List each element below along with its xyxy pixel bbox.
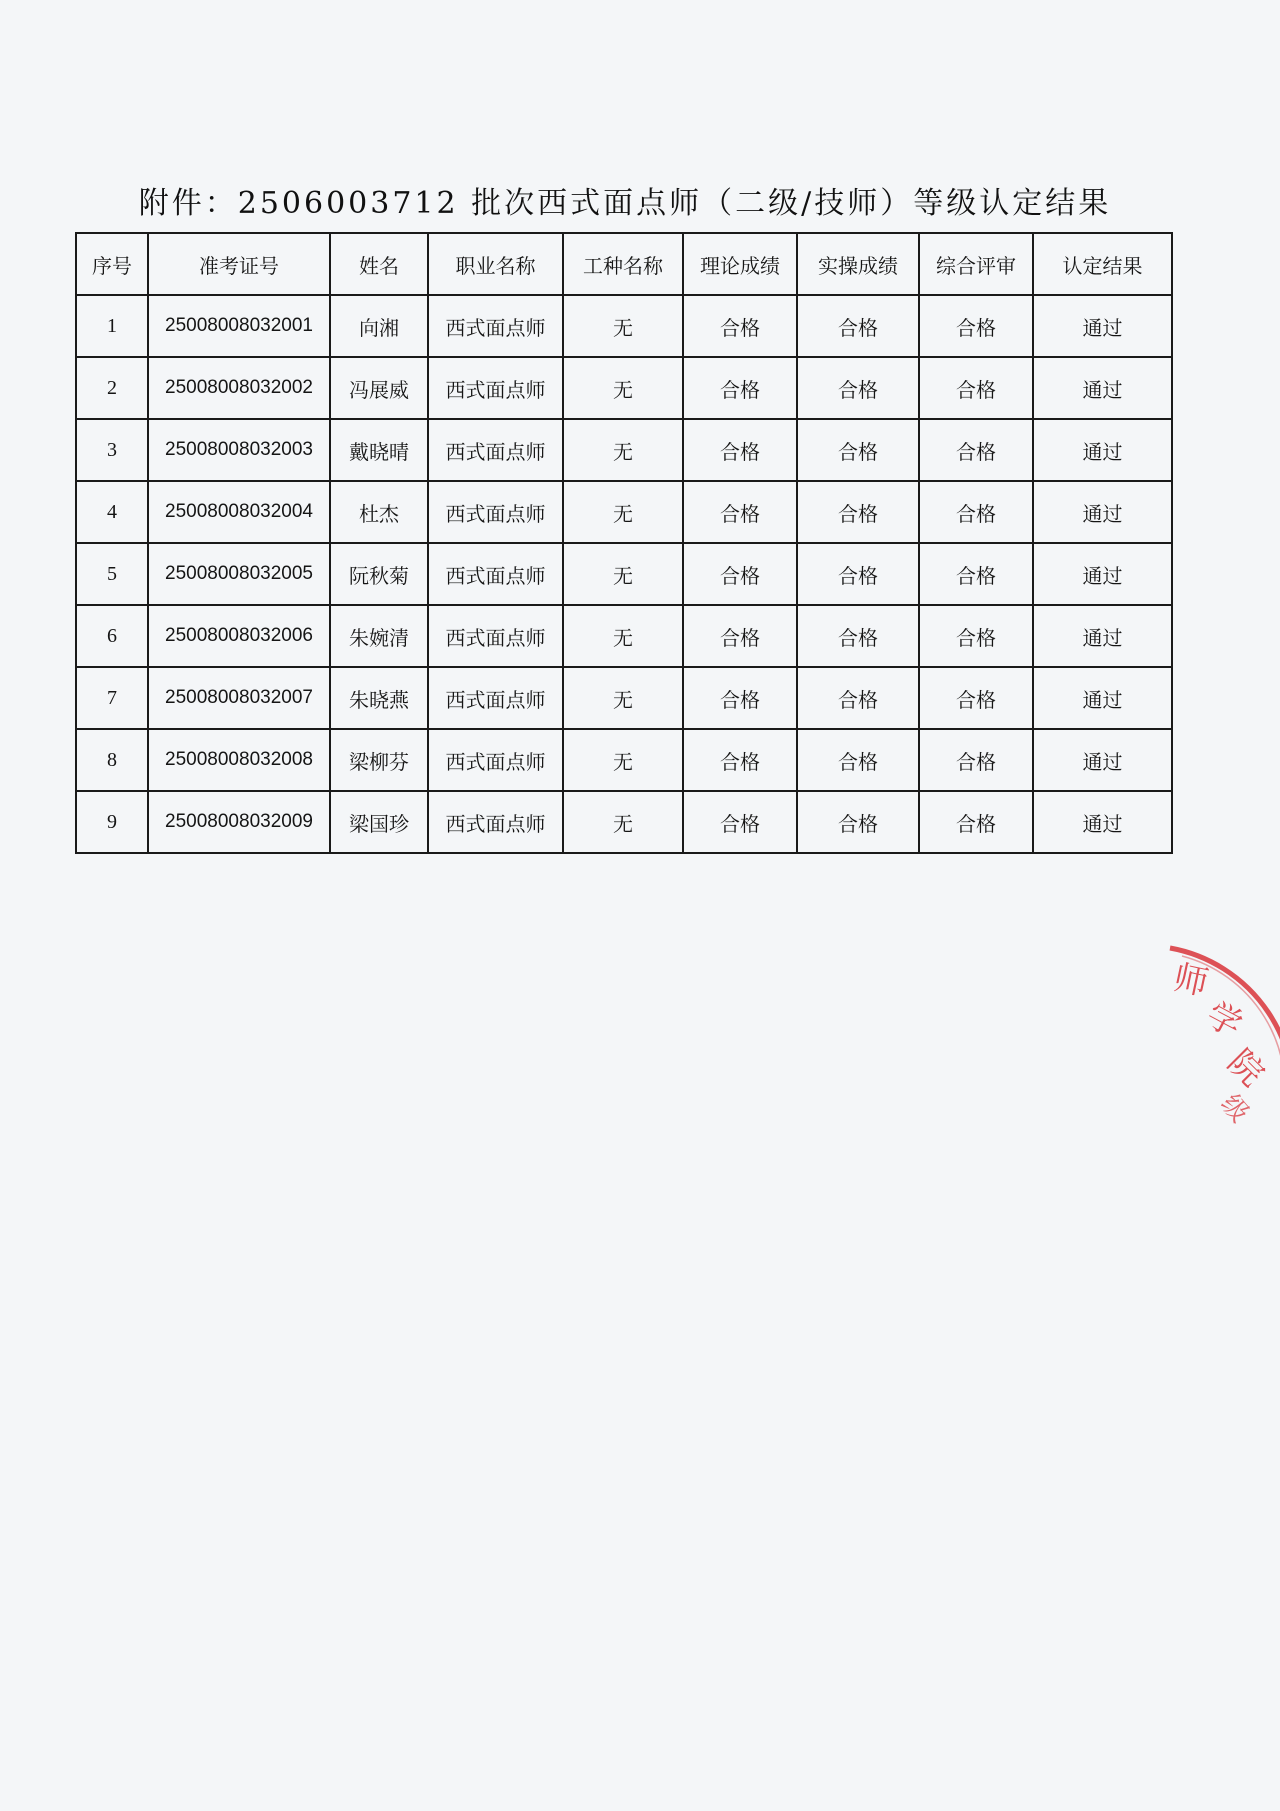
cell-occupation: 西式面点师: [428, 791, 563, 853]
cell-job-type: 无: [563, 419, 683, 481]
cell-result: 通过: [1033, 543, 1172, 605]
cell-name: 朱婉清: [330, 605, 428, 667]
cell-overall-review: 合格: [919, 357, 1033, 419]
cell-overall-review: 合格: [919, 729, 1033, 791]
cell-result: 通过: [1033, 419, 1172, 481]
cell-name: 朱晓燕: [330, 667, 428, 729]
cell-ticket-number: 25008008032006: [148, 605, 330, 667]
cell-index: 7: [76, 667, 148, 729]
cell-practical-score: 合格: [797, 729, 919, 791]
cell-theory-score: 合格: [683, 357, 797, 419]
cell-job-type: 无: [563, 543, 683, 605]
cell-occupation: 西式面点师: [428, 667, 563, 729]
cell-theory-score: 合格: [683, 543, 797, 605]
cell-result: 通过: [1033, 605, 1172, 667]
cell-ticket-number: 25008008032002: [148, 357, 330, 419]
cell-result: 通过: [1033, 791, 1172, 853]
cell-result: 通过: [1033, 295, 1172, 357]
cell-result: 通过: [1033, 357, 1172, 419]
cell-index: 6: [76, 605, 148, 667]
cell-practical-score: 合格: [797, 295, 919, 357]
cell-result: 通过: [1033, 729, 1172, 791]
cell-overall-review: 合格: [919, 791, 1033, 853]
cell-job-type: 无: [563, 481, 683, 543]
cell-practical-score: 合格: [797, 419, 919, 481]
seal-char: 级: [1214, 1089, 1255, 1129]
header-ticket-number: 准考证号: [148, 233, 330, 295]
results-table: [75, 232, 1173, 854]
cell-theory-score: 合格: [683, 605, 797, 667]
cell-practical-score: 合格: [797, 605, 919, 667]
cell-overall-review: 合格: [919, 667, 1033, 729]
header-name: 姓名: [330, 233, 428, 295]
table-header-row: [76, 233, 1172, 295]
cell-overall-review: 合格: [919, 419, 1033, 481]
table-row: [76, 605, 1172, 667]
cell-index: 3: [76, 419, 148, 481]
header-index: 序号: [76, 233, 148, 295]
cell-job-type: 无: [563, 605, 683, 667]
cell-ticket-number: 25008008032004: [148, 481, 330, 543]
cell-name: 杜杰: [330, 481, 428, 543]
seal-char: 师: [1170, 957, 1212, 1004]
header-practical-score: 实操成绩: [797, 233, 919, 295]
cell-theory-score: 合格: [683, 791, 797, 853]
cell-ticket-number: 25008008032003: [148, 419, 330, 481]
cell-occupation: 西式面点师: [428, 357, 563, 419]
table-row: [76, 295, 1172, 357]
table-row: [76, 543, 1172, 605]
cell-occupation: 西式面点师: [428, 605, 563, 667]
cell-name: 梁柳芬: [330, 729, 428, 791]
cell-job-type: 无: [563, 791, 683, 853]
cell-job-type: 无: [563, 729, 683, 791]
cell-occupation: 西式面点师: [428, 295, 563, 357]
cell-overall-review: 合格: [919, 543, 1033, 605]
table-row: [76, 729, 1172, 791]
cell-overall-review: 合格: [919, 605, 1033, 667]
page-title: 附件：2506003712 批次西式面点师（二级/技师）等级认定结果: [138, 186, 1112, 221]
cell-theory-score: 合格: [683, 419, 797, 481]
cell-ticket-number: 25008008032009: [148, 791, 330, 853]
cell-practical-score: 合格: [797, 791, 919, 853]
cell-ticket-number: 25008008032005: [148, 543, 330, 605]
cell-index: 8: [76, 729, 148, 791]
cell-name: 戴晓晴: [330, 419, 428, 481]
header-result: 认定结果: [1033, 233, 1172, 295]
header-theory-score: 理论成绩: [683, 233, 797, 295]
table-row: [76, 791, 1172, 853]
cell-result: 通过: [1033, 667, 1172, 729]
cell-occupation: 西式面点师: [428, 729, 563, 791]
cell-job-type: 无: [563, 667, 683, 729]
table-row: [76, 419, 1172, 481]
header-occupation: 职业名称: [428, 233, 563, 295]
cell-practical-score: 合格: [797, 481, 919, 543]
cell-theory-score: 合格: [683, 729, 797, 791]
cell-practical-score: 合格: [797, 357, 919, 419]
header-overall-review: 综合评审: [919, 233, 1033, 295]
cell-practical-score: 合格: [797, 667, 919, 729]
cell-theory-score: 合格: [683, 295, 797, 357]
table-row: [76, 357, 1172, 419]
cell-overall-review: 合格: [919, 481, 1033, 543]
cell-ticket-number: 25008008032001: [148, 295, 330, 357]
cell-practical-score: 合格: [797, 543, 919, 605]
cell-theory-score: 合格: [683, 481, 797, 543]
cell-occupation: 西式面点师: [428, 481, 563, 543]
table-row: [76, 481, 1172, 543]
table-row: [76, 667, 1172, 729]
cell-occupation: 西式面点师: [428, 543, 563, 605]
cell-index: 4: [76, 481, 148, 543]
cell-name: 冯展威: [330, 357, 428, 419]
cell-overall-review: 合格: [919, 295, 1033, 357]
seal-char: 院: [1219, 1042, 1272, 1095]
cell-index: 9: [76, 791, 148, 853]
cell-name: 向湘: [330, 295, 428, 357]
seal-char: 学: [1199, 994, 1249, 1046]
cell-job-type: 无: [563, 295, 683, 357]
cell-ticket-number: 25008008032007: [148, 667, 330, 729]
cell-name: 梁国珍: [330, 791, 428, 853]
cell-theory-score: 合格: [683, 667, 797, 729]
header-job-type: 工种名称: [563, 233, 683, 295]
cell-name: 阮秋菊: [330, 543, 428, 605]
cell-ticket-number: 25008008032008: [148, 729, 330, 791]
official-seal-stamp: [1160, 918, 1280, 1148]
cell-index: 2: [76, 357, 148, 419]
cell-result: 通过: [1033, 481, 1172, 543]
cell-job-type: 无: [563, 357, 683, 419]
cell-index: 5: [76, 543, 148, 605]
cell-index: 1: [76, 295, 148, 357]
cell-occupation: 西式面点师: [428, 419, 563, 481]
